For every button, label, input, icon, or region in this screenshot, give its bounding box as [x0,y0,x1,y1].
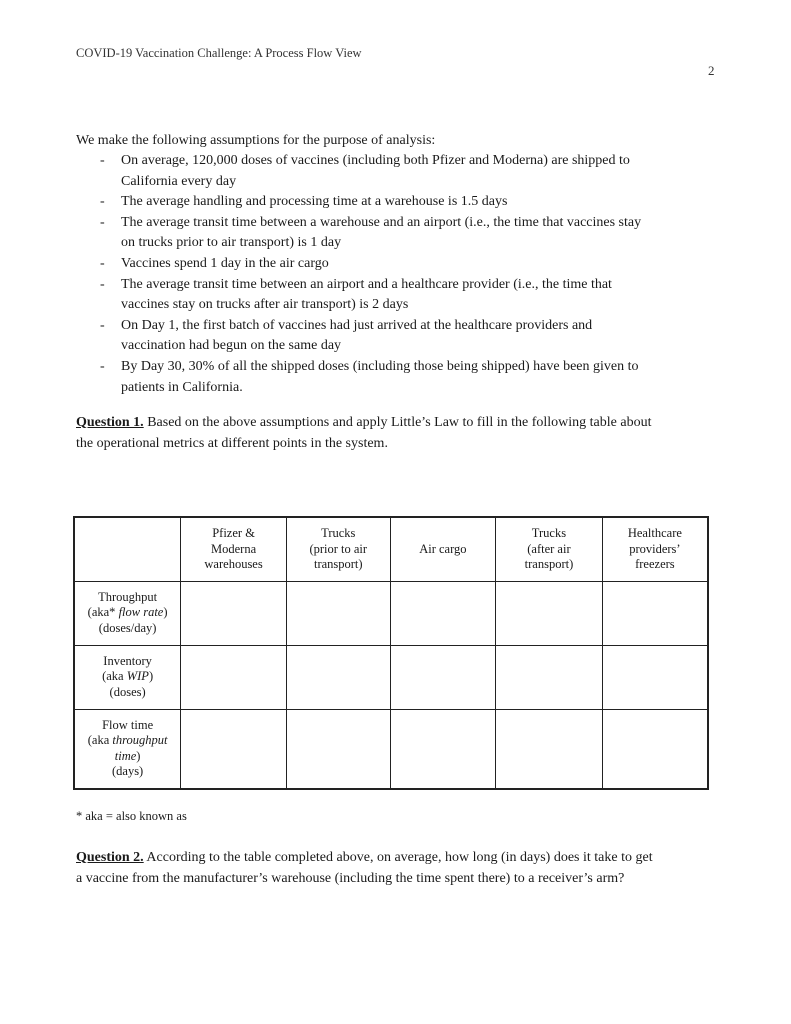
assumption-line: on trucks prior to air transport) is 1 day [121,235,342,251]
row-header-line: Inventory [103,653,152,668]
row-header-line: Flow time [102,717,154,732]
question-2-text-line1: According to the table completed above, on average, how long (in days) does it take to get [143,850,653,865]
question-2 [76,848,726,889]
question-1-text-line1: Based on the above assumptions and apply Little’s Law to fill in the following table about [143,415,652,430]
answer-cell[interactable] [390,645,496,709]
assumption-line: - On average, 120,000 doses of vaccines (including both Pfizer and Moderna) are shipped to [121,153,630,168]
table-header-row [74,517,708,581]
document-header: COVID-19 Vaccination Challenge: A Process Flow View [76,46,362,60]
assumption-item [100,254,710,275]
assumption-item [100,192,710,213]
footnote: * aka = also known as [76,809,187,823]
column-header-line: Air cargo [419,541,467,556]
assumption-item [100,151,710,192]
row-header-text: ) [136,748,141,763]
row-header [74,709,181,789]
assumption-item [100,275,710,316]
answer-cell[interactable] [286,581,390,645]
answer-cell[interactable] [496,581,603,645]
column-header-line: Trucks [531,526,567,540]
column-header-line: (prior to air [309,541,368,556]
column-header [181,517,287,581]
row-header-line: (days) [111,764,144,779]
column-header-line: providers’ [629,541,681,556]
row-header-italic: throughput [112,733,168,748]
answer-cell[interactable] [181,645,287,709]
answer-cell[interactable] [390,709,496,789]
answer-cell[interactable] [602,709,708,789]
column-header-line: Trucks [321,526,356,540]
column-header [390,517,496,581]
row-header-text: ) [163,605,168,620]
row-header-text: (aka [102,669,127,684]
row-header-italic: flow rate [118,605,164,620]
column-header-line: Moderna [211,541,257,556]
question-2-label: Question 2. [76,850,144,865]
row-header-italic: WIP [126,669,149,684]
column-header-line: (after air [527,541,571,556]
assumption-item [100,357,710,398]
assumption-item [100,316,710,357]
answer-cell[interactable] [286,709,390,789]
assumption-line: California every day [121,173,237,189]
column-header [602,517,708,581]
metrics-table [73,516,709,790]
row-header-line [77,733,178,749]
row-header-line [77,749,178,765]
table-row [74,709,708,789]
column-header-line: warehouses [204,557,263,571]
assumption-line: - Vaccines spend 1 day in the air cargo [121,255,329,271]
assumption-line: - By Day 30, 30% of all the shipped doses (including those being shipped) have been given to [121,358,639,374]
assumptions-intro: We make the following assumptions for the purpose of analysis: [76,133,436,148]
row-header-line [77,605,178,621]
column-header-line: Healthcare [627,526,682,540]
table-row [74,645,708,709]
page-number: 2 [708,63,715,78]
column-header-line: transport) [524,557,574,571]
assumption-line: - The average transit time between a warehouse and an airport (i.e., the time that vaccines stay [121,214,642,230]
question-2-text-line2: a vaccine from the manufacturer’s warehouse (including the time spent there) to a receiver’s arm? [76,870,625,886]
column-header-line: freezers [635,557,675,571]
answer-cell[interactable] [286,645,390,709]
row-header [74,645,181,709]
row-header-italic: time [114,748,137,763]
answer-cell[interactable] [602,581,708,645]
row-header-line [77,669,178,685]
row-header-line: (doses) [109,684,146,699]
answer-cell[interactable] [496,709,603,789]
assumption-line: - The average handling and processing time at a warehouse is 1.5 days [121,194,508,210]
column-header [496,517,603,581]
answer-cell[interactable] [390,581,496,645]
row-header-text: (aka [87,733,113,748]
assumption-line: - On Day 1, the first batch of vaccines had just arrived at the healthcare providers and [121,317,593,333]
question-1 [76,413,724,454]
row-header-line: Throughput [98,589,158,604]
assumption-line: patients in California. [121,379,243,395]
row-header-line: (doses/day) [98,620,157,635]
column-header-line: transport) [313,557,363,571]
table-body [74,581,708,789]
answer-cell[interactable] [181,709,287,789]
assumption-line: vaccines stay on trucks after air transport) is 2 days [121,297,409,313]
assumption-line: vaccination had begun on the same day [121,338,342,354]
answer-cell[interactable] [181,581,287,645]
column-header-line: Pfizer & [212,526,255,540]
table-row [74,581,708,645]
row-header-text: (aka* [87,605,119,620]
question-1-text-line2: the operational metrics at different points in the system. [76,435,388,451]
row-header [74,581,181,645]
table-corner-cell [74,517,181,581]
question-1-label: Question 1. [76,415,144,430]
assumption-item [100,213,710,254]
answer-cell[interactable] [496,645,603,709]
row-header-text: ) [148,669,154,684]
answer-cell[interactable] [602,645,708,709]
assumptions-list [100,151,710,398]
assumption-line: - The average transit time between an airport and a healthcare provider (i.e., the time that [121,276,612,292]
column-header [286,517,390,581]
